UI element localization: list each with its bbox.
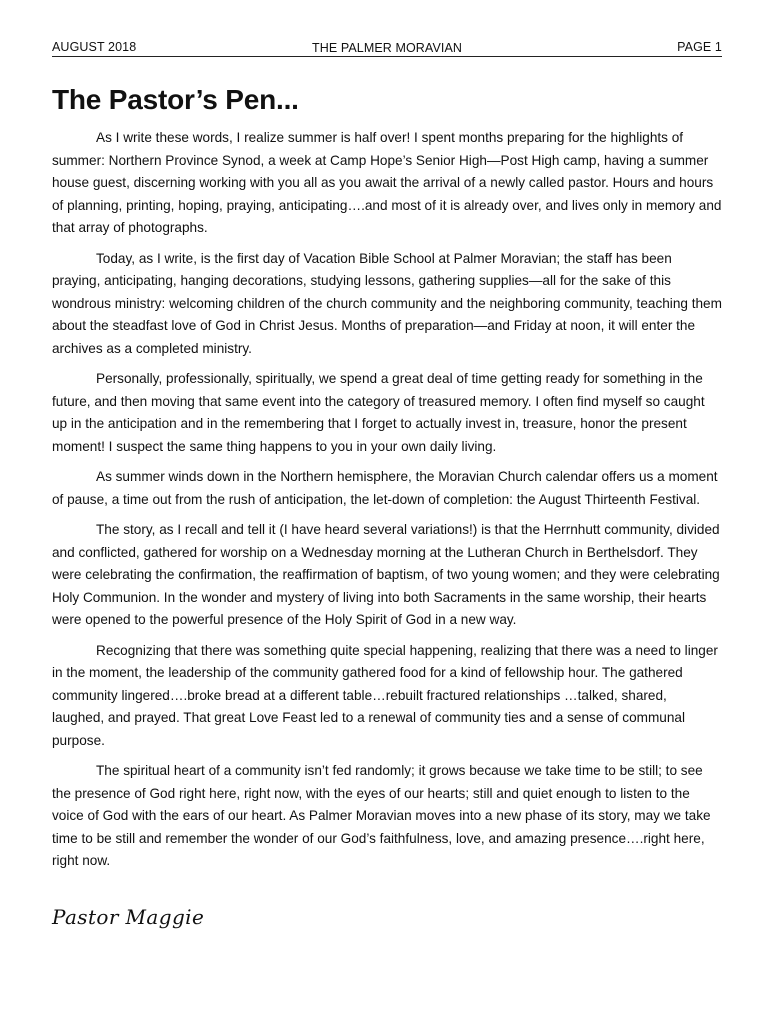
article-paragraph: The story, as I recall and tell it (I have heard several variations!) is that the Herrnhutt community, divided and conflicted, gathered for worship on a Wednesday morning at the Lutheran Church in Berthelsdorf. They were celebrating the confirmation, the reaffirmation of baptism, of two young women; and they were celebrating Holy Communion. In the wonder and mystery of living into both Sacraments in the same worship, their hearts were opened to the powerful presence of the Holy Spirit of God in a new way. [52, 522, 720, 627]
page-number: PAGE 1 [677, 40, 722, 54]
newsletter-page [52, 36, 722, 929]
article-paragraph: The spiritual heart of a community isn’t fed randomly; it grows because we take time to be still; to see the presence of God right here, right now, with the eyes of our hearts; still and quiet enough to listen to the voice of God with the ears of our heart. As Palmer Moravian moves into a new phase of its story, may we take time to be still and remember the wonder of our God’s faithfulness, love, and amazing presence….right here, right now. [52, 763, 711, 868]
article-paragraph: As I write these words, I realize summer is half over! I spent months preparing for the highlights of summer: Northern Province Synod, a week at Camp Hope’s Senior High—Post High camp, having a summer house guest, discerning working with you all as you await the arrival of a newly called pastor. Hours and hours of planning, printing, hoping, praying, anticipating….and most of it is already over, and lives only in memory and that array of photographs. [52, 130, 722, 235]
publication-title: THE PALMER MORAVIAN [311, 41, 463, 55]
article-paragraph: Today, as I write, is the first day of Vacation Bible School at Palmer Moravian; the staff has been praying, anticipating, hanging decorations, studying lessons, gathering supplies—all for the sake of this wondrous ministry: welcoming children of the church community and the neighboring community, teaching them about the steadfast love of God in Christ Jesus. Months of preparation—and Friday at noon, it will enter the archives as a completed ministry. [52, 250, 722, 356]
article-paragraph: Personally, professionally, spiritually, we spend a great deal of time getting ready for something in the future, and then moving that same event into the category of treasured memory. I often find myself so caught up in the anticipation and in the remembering that I forget to actually invest in, treasure, honor the present moment! I suspect the same thing happens to you in your own daily living. [52, 371, 705, 454]
article-body [52, 127, 722, 873]
issue-date: AUGUST 2018 [52, 40, 137, 54]
article-paragraph: Recognizing that there was something quite special happening, realizing that there was a need to linger in the moment, the leadership of the community gathered food for a kind of fellowship hour. The gathered community lingered….broke bread at a different table…rebuilt fractured relationships …talked, shared, laughed, and prayed. That great Love Feast led to a renewal of community ties and a sense of communal purpose. [52, 642, 718, 748]
pastor-signature: Pastor Maggie [52, 904, 205, 929]
page-header [52, 36, 722, 57]
article-paragraph: As summer winds down in the Northern hemisphere, the Moravian Church calendar offers us a moment of pause, a time out from the rush of anticipation, the let-down of completion: the August Thirteenth Festival. [52, 469, 718, 507]
article-title: The Pastor’s Pen... [52, 84, 299, 115]
